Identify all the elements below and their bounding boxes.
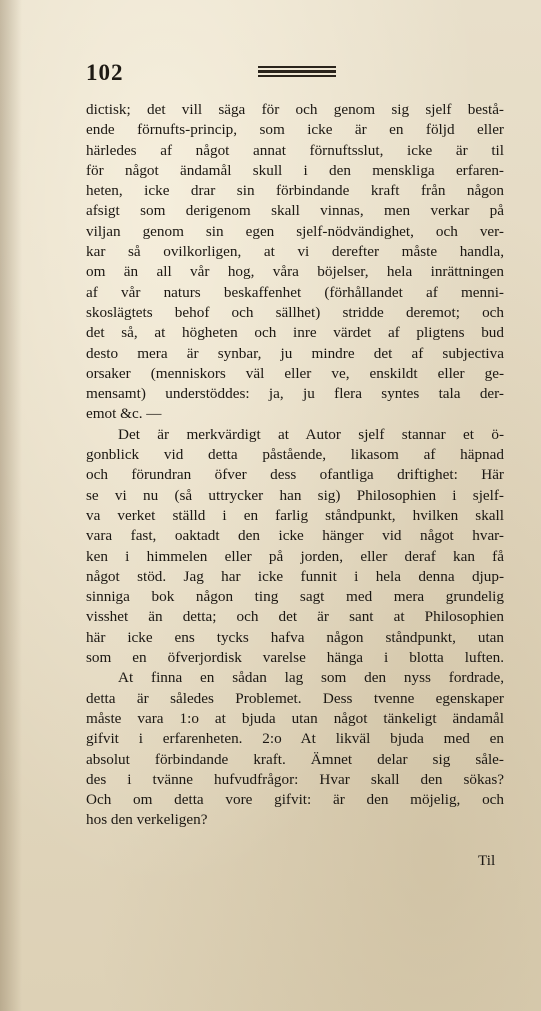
text-line: desto mera är synbar, ju mindre det af subjectiva [86,344,504,362]
text-line: ken i himmelen eller på jorden, eller deraf kan få [86,547,504,565]
text-line: här icke ens tycks hafva någon ståndpunkt, utan [86,628,504,646]
text-line: va verket ställd i en farlig ståndpunkt, hvilken skall [86,506,504,524]
text-line: det så, at högheten och inre värdet af pligtens bud [86,324,504,342]
text-line: för något ändamål skull i den menskliga erfaren- [86,161,504,179]
body-text [86,100,504,831]
text-line: gonblick vid detta påstående, likasom af häpnad [86,446,504,464]
catchword: Til [478,852,496,869]
text-line: Och om detta vore gifvit: är den möjelig, och [86,791,504,809]
header-rule [258,66,336,68]
text-line: af vår naturs beskaffenhet (förhållandet af menni- [86,283,504,301]
text-line: mensamt) understöddes: ja, ju flera syntes tala der- [86,385,504,403]
text-line: dictisk; det vill säga för och genom sig sjelf bestå- [86,101,504,118]
text-line: om än all vår hog, våra böjelser, hela inrättningen [86,263,504,281]
text-line: sinniga bok någon ting sagt med mera grundelig [86,588,504,606]
text-line: afsigt som derigenom skall vinnas, men verkar på [86,202,504,220]
text-line: hos den verkeligen? [86,811,208,829]
header-rule [258,75,336,77]
text-line: härledes af något annat förnuftsslut, icke är til [86,141,504,159]
page-number: 102 [86,60,124,85]
text-line: des i tvänne hufvudfrågor: Hvar skall den sökas? [86,770,504,788]
text-line: gifvit i erfarenheten. 2:o At likväl bjuda med en [86,730,504,748]
text-line: emot &c. — [86,405,162,423]
text-line: detta är således Problemet. Dess tvenne egenskaper [86,689,504,707]
text-line: skoslägtets behof och sällhet) stridde deremot; och [86,303,504,321]
text-line: Det är merkvärdigt at Autor sjelf stannar et ö- [118,425,504,443]
text-line: heten, icke drar sin förbindande kraft från någon [86,182,504,200]
text-line: något stöd. Jag har icke funnit i hela denna djup- [86,567,504,585]
text-line: viljan genom sin egen sjelf-nödvändighet, och ver- [86,222,504,240]
text-line: ende förnufts-princip, som icke är en följd eller [86,121,504,139]
text-line: visshet än detta; och det är sant at Philosophien [86,608,504,626]
text-line: kar så ovilkorligen, at vi derefter måste handla, [86,243,504,261]
page-header [86,60,486,94]
text-line: vara fast, oaktadt den icke hänger vid något hvar- [86,527,504,545]
text-line: At finna en sådan lag som den nyss fordrade, [118,669,504,687]
text-line: som en öfverjordisk varelse hänga i blotta luften. [86,649,504,667]
text-line: måste vara 1:o at bjuda utan något tänkeligt ändamål [86,709,504,727]
text-line: se vi nu (så uttrycker han sig) Philosophien i sjelf- [86,486,504,504]
text-line: och förundran öfver dess ofantliga driftighet: Här [86,466,504,484]
text-line: absolut förbindande kraft. Ämnet delar sig såle- [86,750,504,768]
header-rule [258,70,336,73]
text-line: orsaker (menniskors väl eller ve, enskildt eller ge- [86,364,504,382]
